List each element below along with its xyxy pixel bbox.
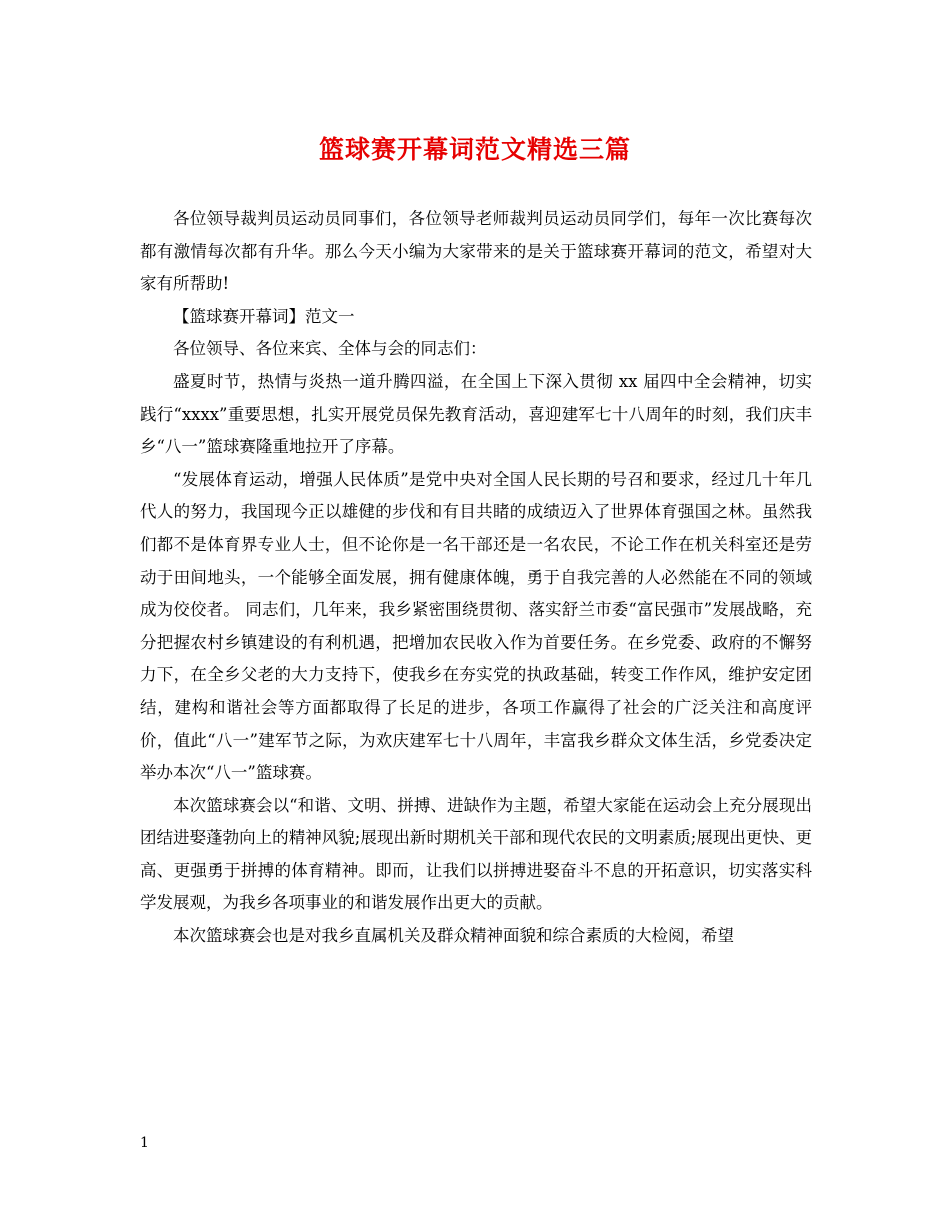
paragraph-sports-development: “发展体育运动，增强人民体质”是党中央对全国人民长期的号召和要求，经过几十年几代人的努力，我国现今正以雄健的步伐和有目共睹的成绩迈入了世界体育强国之林。虽然我们都不是体育界专业人士，但不论你是一名干部还是一名农民，不论工作在机关科室还是劳动于田间地头，一个能够全面发展，拥有健康体魄，勇于自我完善的人必然能在不同的领域成为佼佼者。 同志们，几年来，我乡紧密围绕贯彻、落实舒兰市委“富民强市”发展战略，充分把握农村乡镇建设的有利机遇，把增加农民收入作为首要任务。在乡党委、政府的不懈努力下，在全乡父老的大力支持下，使我乡在夯实党的执政基础，转变工作作风，维护安定团结，建构和谐社会等方面都取得了长足的进步，各项工作赢得了社会的广泛关注和高度评价，值此“八一”建军节之际，为欢庆建军七十八周年，丰富我乡群众文体生活，乡党委决定举办本次“八一”篮球赛。 bbox=[140, 469, 812, 783]
document-body bbox=[140, 203, 812, 953]
paragraph-salutation: 各位领导、各位来宾、全体与会的同志们： bbox=[173, 339, 487, 359]
paragraph-review: 本次篮球赛会也是对我乡直属机关及群众精神面貌和综合素质的大检阅，希望 bbox=[173, 926, 734, 946]
paragraph-theme: 本次篮球赛会以“和谐、文明、拼搏、进缺作为主题，希望大家能在运动会上充分展现出团结进娶蓬勃向上的精神风貌;展现出新时期机关干部和现代农民的文明素质;展现出更快、更高、更强勇于拼搏的体育精神。即而，让我们以拼搏进娶奋斗不息的开拓意识，切实落实科学发展观，为我乡各项事业的和谐发展作出更大的贡献。 bbox=[140, 795, 812, 913]
paragraph-opening: 盛夏时节，热情与炎热一道升腾四溢，在全国上下深入贯彻 xx 届四中全会精神，切实践行“xxxx”重要思想，扎实开展党员保先教育活动，喜迎建军七十八周年的时刻，我们庆丰乡“八一”篮球赛隆重地拉开了序幕。 bbox=[140, 371, 812, 457]
page-number: 1 bbox=[140, 1135, 149, 1151]
document-title: 篮球赛开幕词范文精选三篇 bbox=[318, 135, 631, 164]
paragraph-section-heading: 【篮球赛开幕词】范文一 bbox=[173, 306, 355, 326]
paragraph-intro: 各位领导裁判员运动员同事们，各位领导老师裁判员运动员同学们，每年一次比赛每次都有激情每次都有升华。那么今天小编为大家带来的是关于篮球赛开幕词的范文，希望对大家有所帮助! bbox=[140, 209, 812, 294]
